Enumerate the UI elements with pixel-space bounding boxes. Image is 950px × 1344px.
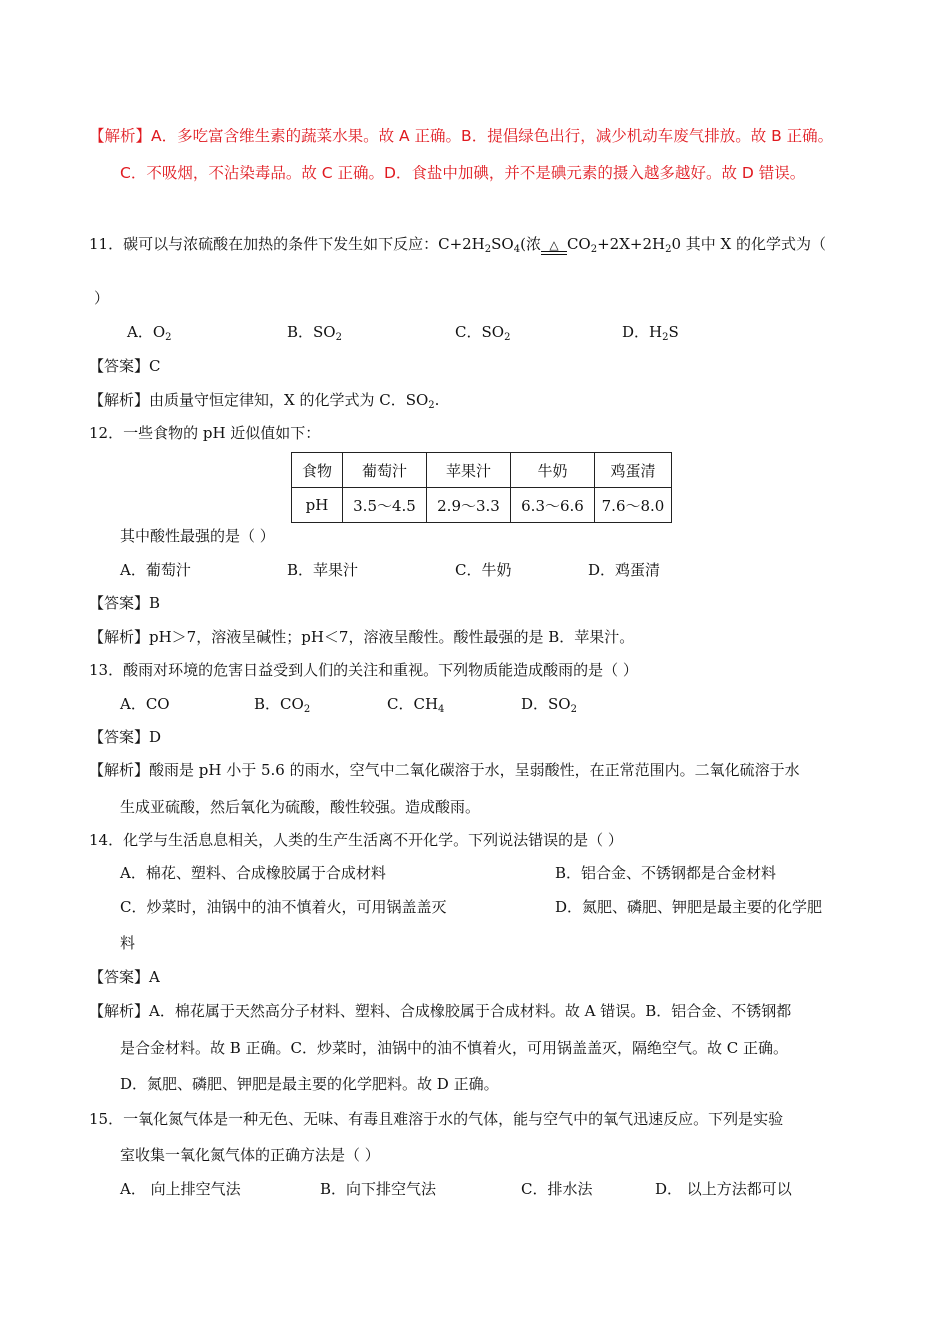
- table-cell: 7.6～8.0: [595, 488, 672, 523]
- table-header-cell: 牛奶: [511, 453, 595, 488]
- heating-triangle-icon: △: [541, 235, 567, 255]
- table-cell: 6.3～6.6: [511, 488, 595, 523]
- table-header-cell: 食物: [292, 453, 343, 488]
- question-12-option-d: D．鸡蛋清: [588, 561, 661, 579]
- table-header-cell: 鸡蛋清: [595, 453, 672, 488]
- table-row: [292, 453, 672, 488]
- question-14-analysis-line3: D．氮肥、磷肥、钾肥是最主要的化学肥料。故 D 正确。: [120, 1075, 499, 1093]
- question-13-answer: 【答案】D: [89, 728, 162, 746]
- table-row: [292, 488, 672, 523]
- question-11-option-c: C．$SO_2$: [455, 323, 511, 343]
- question-12-answer: 【答案】B: [89, 594, 161, 612]
- question-15-stem-line2: 室收集一氧化氮气体的正确方法是（ ）: [120, 1146, 380, 1164]
- question-12-option-c: C．牛奶: [455, 561, 512, 579]
- question-15-stem-line1: 15．一氧化氮气体是一种无色、无味、有毒且难溶于水的气体，能与空气中的氧气迅速反应。下列是实验: [89, 1110, 784, 1128]
- question-11-answer: 【答案】C: [89, 357, 161, 375]
- question-11-option-a: A．$O_2$: [127, 323, 172, 343]
- question-11-option-d: D．$H_2S$: [622, 323, 679, 343]
- question-11-stem: 11．碳可以与浓硫酸在加热的条件下发生如下反应：$C+2H_2SO_4$(浓 △ $CO_2+2X+2H_20$ 其中 X 的化学式为（: [89, 235, 826, 255]
- table-cell: pH: [292, 488, 343, 523]
- question-13-option-c: C．$CH_4$: [387, 695, 445, 715]
- question-12-option-b: B．苹果汁: [287, 561, 359, 579]
- question-11-analysis: 【解析】由质量守恒定律知，X 的化学式为 C．$SO_2$.: [89, 391, 440, 411]
- question-14-stem: 14．化学与生活息息相关，人类的生产生活离不开化学。下列说法错误的是（ ）: [89, 831, 623, 849]
- question-14-answer: 【答案】A: [89, 968, 160, 986]
- question-11-stem-end: ）: [94, 289, 110, 307]
- question-13-option-d: D．$SO_2$: [521, 695, 577, 715]
- question-14-option-d: D．氮肥、磷肥、钾肥是最主要的化学肥: [555, 898, 823, 916]
- question-12-option-a: A．葡萄汁: [120, 561, 191, 579]
- question-13-analysis-line2: 生成亚硫酸，然后氧化为硫酸，酸性较强。造成酸雨。: [120, 798, 481, 816]
- table-header-cell: 葡萄汁: [343, 453, 427, 488]
- question-15-option-a: A． 向上排空气法: [120, 1180, 241, 1198]
- question-15-option-b: B．向下排空气法: [320, 1180, 437, 1198]
- question-11-option-b: B．$SO_2$: [287, 323, 342, 343]
- question-12-stem: 12．一些食物的 pH 近似值如下：: [89, 424, 321, 442]
- question-13-option-a: A．CO: [120, 695, 170, 713]
- question-12-question: 其中酸性最强的是（ ）: [120, 527, 275, 545]
- question-14-analysis-line1: 【解析】A．棉花属于天然高分子材料、塑料、合成橡胶属于合成材料。故 A 错误。B．铝合金、不锈钢都: [89, 1002, 792, 1020]
- table-cell: 3.5～4.5: [343, 488, 427, 523]
- question-14-option-a: A．棉花、塑料、合成橡胶属于合成材料: [120, 864, 386, 882]
- question-15-option-d: D． 以上方法都可以: [655, 1180, 792, 1198]
- analysis-10-line2: C．不吸烟，不沾染毒品。故 C 正确。D．食盐中加碘，并不是碘元素的摄入越多越好。故 D 错误。: [120, 164, 806, 182]
- question-12-analysis: 【解析】pH＞7，溶液呈碱性；pH＜7，溶液呈酸性。酸性最强的是 B．苹果汁。: [89, 628, 635, 646]
- table-header-cell: 苹果汁: [427, 453, 511, 488]
- question-13-analysis-line1: 【解析】酸雨是 pH 小于 5.6 的雨水，空气中二氧化碳溶于水，呈弱酸性，在正常范围内。二氧化硫溶于水: [89, 761, 800, 779]
- ph-table: [291, 452, 672, 523]
- question-14-option-d-wrap: 料: [120, 934, 136, 952]
- question-14-option-c: C．炒菜时，油锅中的油不慎着火，可用锅盖盖灭: [120, 898, 447, 916]
- question-14-option-b: B．铝合金、不锈钢都是合金材料: [555, 864, 777, 882]
- question-15-option-c: C．排水法: [521, 1180, 593, 1198]
- table-cell: 2.9～3.3: [427, 488, 511, 523]
- question-13-stem: 13．酸雨对环境的危害日益受到人们的关注和重视。下列物质能造成酸雨的是（ ）: [89, 661, 638, 679]
- analysis-10-line1: 【解析】A．多吃富含维生素的蔬菜水果。故 A 正确。B．提倡绿色出行，减少机动车废气排放。故 B 正确。: [89, 127, 834, 145]
- question-14-analysis-line2: 是合金材料。故 B 正确。C．炒菜时，油锅中的油不慎着火，可用锅盖盖灭，隔绝空气。故 C 正确。: [120, 1039, 789, 1057]
- question-13-option-b: B．$CO_2$: [254, 695, 311, 715]
